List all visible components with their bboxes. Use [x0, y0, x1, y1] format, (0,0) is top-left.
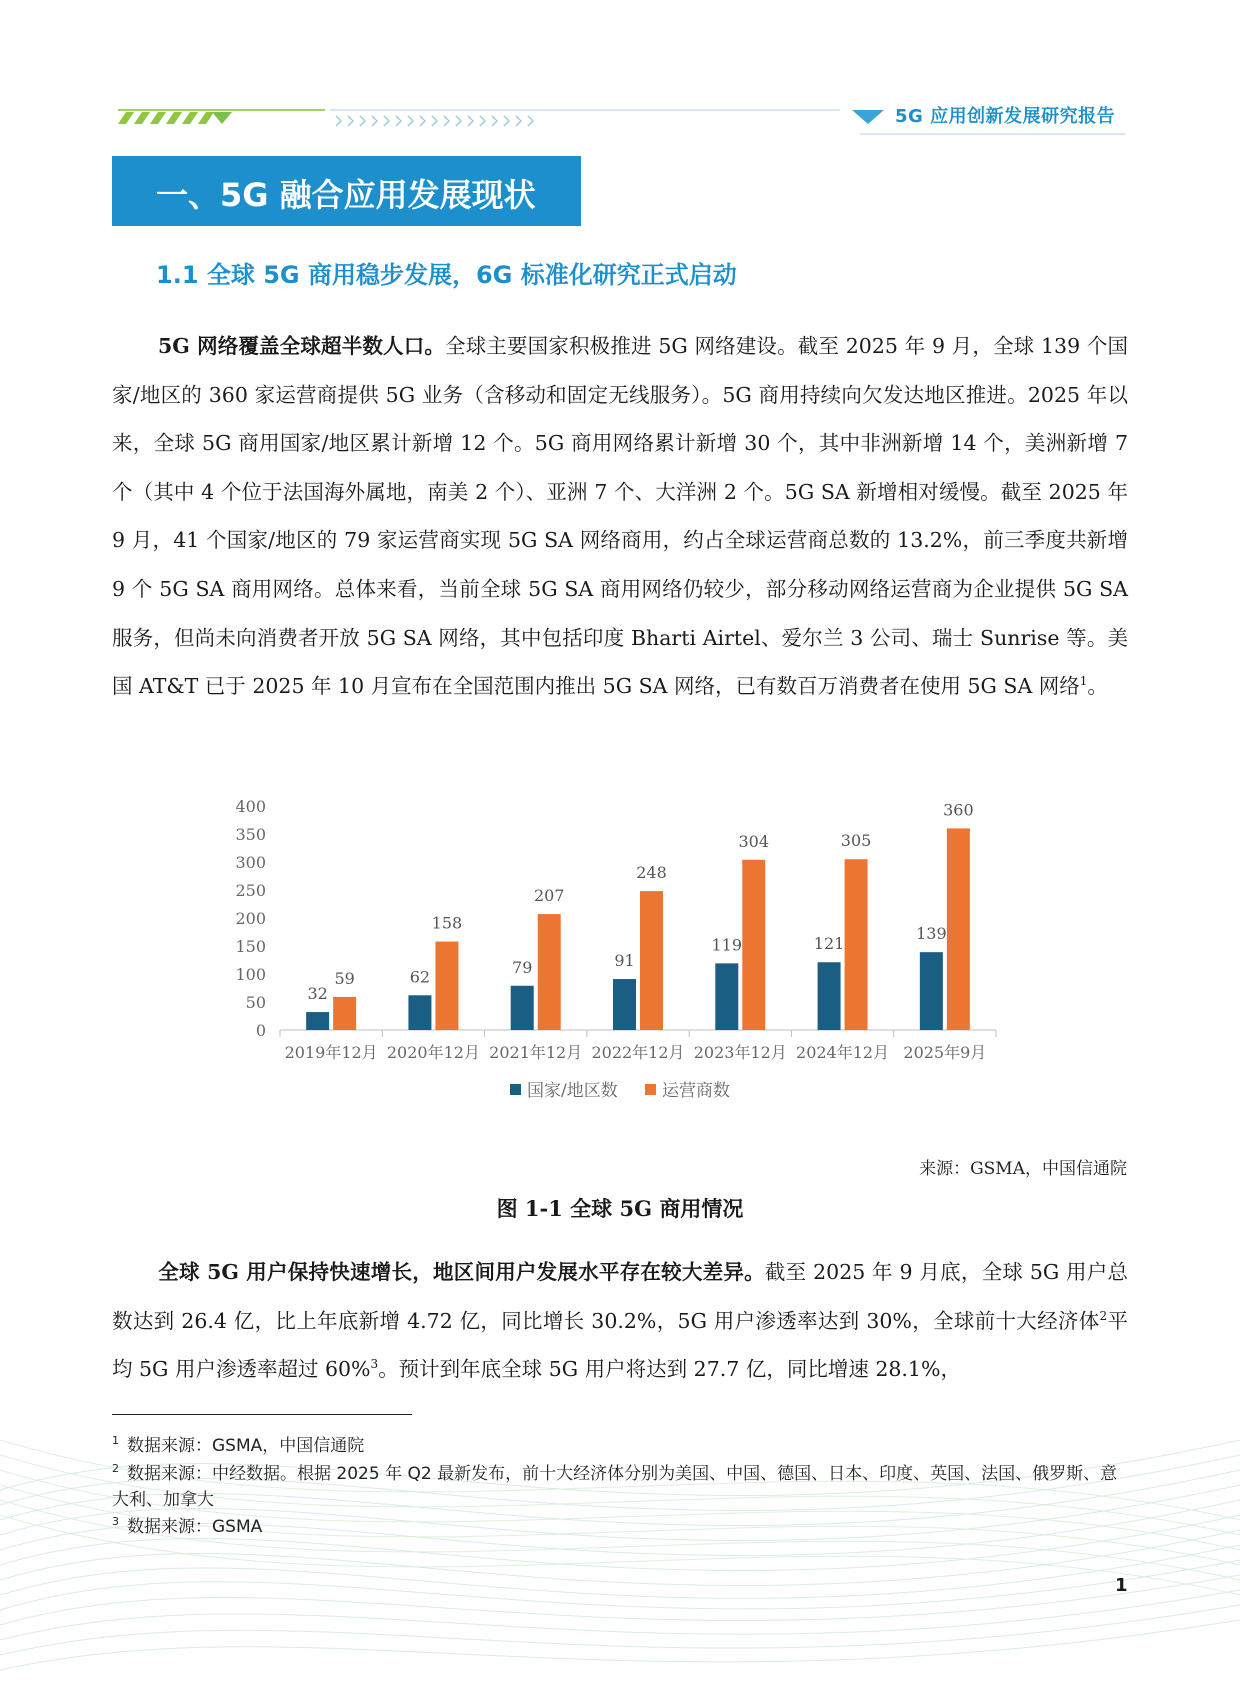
- subsection-title: 1.1 全球 5G 商用稳步发展，6G 标准化研究正式启动: [156, 261, 737, 289]
- bar-operators: [742, 860, 765, 1030]
- bar-operators: [435, 942, 458, 1030]
- paragraph-body: 截至 2025 年 9 月底，全球 5G 用户总数达到 26.4 亿，比上年底新增 4.72 亿，同比增长 30.2%，5G 用户渗透率达到 30%，全球前十大经济体: [112, 1260, 1129, 1333]
- footnote-ref[interactable]: 3: [370, 1357, 379, 1372]
- data-label: 59: [334, 968, 355, 988]
- data-label: 360: [943, 800, 974, 820]
- data-label: 32: [307, 984, 328, 1004]
- report-title: 5G 应用创新发展研究报告: [895, 106, 1116, 127]
- y-tick-label: 250: [235, 881, 266, 900]
- data-label: 79: [512, 957, 533, 977]
- legend-swatch: [510, 1084, 521, 1095]
- y-tick-label: 300: [235, 853, 266, 872]
- x-tick-label: 2021年12月: [489, 1043, 583, 1062]
- footnote-divider: [112, 1414, 412, 1415]
- data-label: 121: [813, 934, 845, 954]
- x-tick-label: 2023年12月: [693, 1043, 787, 1062]
- bar-operators: [845, 859, 868, 1030]
- bar-operators: [538, 914, 561, 1030]
- y-tick-label: 200: [235, 909, 266, 928]
- data-label: 139: [916, 924, 947, 944]
- header-stripes: [118, 112, 214, 124]
- y-tick-label: 0: [255, 1021, 266, 1040]
- data-label: 91: [614, 951, 635, 971]
- data-label: 62: [409, 967, 431, 987]
- paragraph-tail: 。: [1087, 674, 1108, 699]
- bar-countries: [818, 962, 841, 1030]
- footnote-number: 2: [112, 1462, 119, 1475]
- data-label: 158: [431, 913, 463, 933]
- paragraph-user-growth: [112, 1248, 1128, 1394]
- x-tick-label: 2020年12月: [386, 1043, 480, 1062]
- bar-chart-5g-commercial: [220, 790, 1020, 1120]
- y-tick-label: 50: [245, 993, 266, 1012]
- data-label: 207: [533, 886, 565, 906]
- footnote-1: [112, 1428, 1128, 1459]
- bar-operators: [947, 828, 970, 1030]
- legend-label: 运营商数: [662, 1081, 730, 1101]
- bar-countries: [306, 1012, 329, 1030]
- x-tick-label: 2024年12月: [796, 1043, 890, 1062]
- footnote-2: [112, 1456, 1128, 1513]
- header-chevrons: [336, 116, 533, 126]
- paragraph-lead: 全球 5G 用户保持快速增长，地区间用户发展水平存在较大差异。: [158, 1260, 765, 1284]
- paragraph-lead: 5G 网络覆盖全球超半数人口。: [158, 334, 446, 358]
- y-tick-label: 350: [235, 825, 266, 844]
- paragraph-body: 。预计到年底全球 5G 用户将达到 27.7 亿，同比增速 28.1%，: [378, 1357, 961, 1382]
- footnote-text: 数据来源：中经数据。根据 2025 年 Q2 最新发布，前十大经济体分别为美国、中国、德国、日本、印度、英国、法国、俄罗斯、意大利、加拿大: [112, 1464, 1118, 1510]
- footnote-number: 1: [112, 1434, 119, 1447]
- y-tick-label: 100: [235, 965, 266, 984]
- bar-operators: [640, 891, 663, 1030]
- page-number: 1: [1115, 1575, 1128, 1596]
- x-tick-label: 2025年9月: [903, 1043, 987, 1062]
- footnote-text: 数据来源：GSMA: [127, 1517, 263, 1537]
- bar-countries: [408, 995, 431, 1030]
- y-tick-label: 400: [235, 797, 266, 816]
- data-label: 119: [711, 935, 743, 955]
- y-tick-label: 150: [235, 937, 266, 956]
- header-green-triangle: [212, 112, 232, 124]
- footnote-3: [112, 1509, 1128, 1540]
- data-label: 305: [840, 831, 872, 851]
- footnote-ref[interactable]: 2: [1099, 1308, 1108, 1323]
- legend-swatch: [645, 1084, 656, 1095]
- footnote-text: 数据来源：GSMA，中国信通院: [127, 1436, 365, 1456]
- bar-countries: [613, 979, 636, 1030]
- paragraph-body: 平均 5G 用户渗透率超过 60%: [112, 1308, 1129, 1382]
- header-blue-triangle: [852, 110, 884, 124]
- footnote-number: 3: [112, 1515, 119, 1528]
- footnote-ref[interactable]: 1: [1079, 674, 1088, 689]
- paragraph-network-coverage: [112, 322, 1128, 711]
- data-label: 248: [636, 863, 667, 883]
- bar-countries: [715, 963, 738, 1030]
- x-tick-label: 2022年12月: [591, 1043, 685, 1062]
- section-title: 一、5G 融合应用发展现状: [156, 176, 536, 214]
- x-tick-label: 2019年12月: [284, 1043, 378, 1062]
- bar-countries: [511, 986, 534, 1030]
- figure-source: 来源：GSMA，中国信通院: [919, 1159, 1127, 1179]
- figure-caption: 图 1-1 全球 5G 商用情况: [496, 1196, 744, 1221]
- legend-label: 国家/地区数: [527, 1081, 618, 1101]
- bar-countries: [920, 952, 943, 1030]
- bar-operators: [333, 997, 356, 1030]
- data-label: 304: [738, 831, 770, 851]
- paragraph-body: 全球主要国家积极推进 5G 网络建设。截至 2025 年 9 月，全球 139 个国家/地区的 360 家运营商提供 5G 业务（含移动和固定无线服务）。5G 商用持续向欠发达地区推进。2025 年以来，全球 5G 商用国家/地区累计新增 12 个。5G 商用网络累计新增 30 个，其中非洲新增 14 个，美洲新增 7 个（其中 4 个位于法国海外属地，南美 2 个）、亚洲 7 个、大洋洲 2 个。5G SA 新增相对缓慢。截至 2025 年 9 月，41 个国家/地区的 79 家运营商实现 5G SA 网络商用，约占全球运营商总数的 13.2%，前三季度共新增 9 个 5G SA 商用网络。总体来看，当前全球 5G SA 商用网络仍较少，部分移动网络运营商为企业提供 5G SA 服务，但尚未向消费者开放 5G SA 网络，其中包括印度 Bharti Airtel、爱尔兰 3 公司、瑞士 Sunrise 等。美国 AT&T 已于 2025 年 10 月宣布在全国范围内推出 5G SA 网络，已有数百万消费者在使用 5G SA 网络: [112, 334, 1128, 699]
